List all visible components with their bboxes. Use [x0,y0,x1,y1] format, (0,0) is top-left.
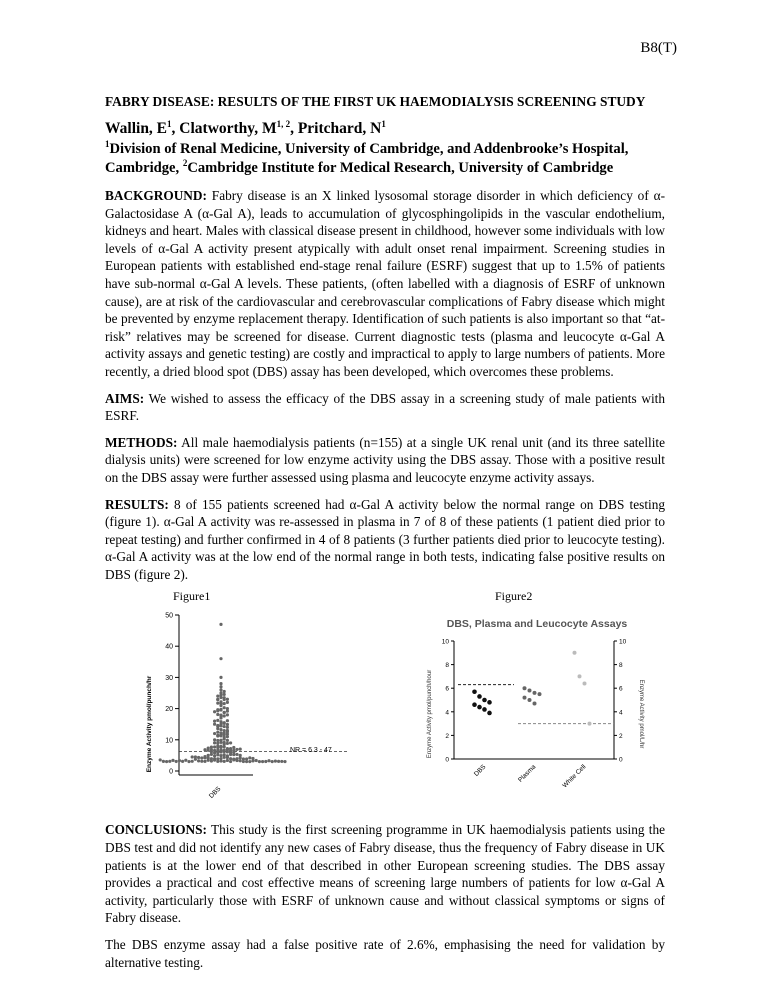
figure1-data-point [226,720,229,723]
figure1-data-point [226,751,229,754]
figure2-x-tick-label: White Cell [561,763,588,790]
figure1-data-point [219,745,222,748]
figure1-data-point [210,746,213,749]
figure1-data-point [219,735,222,738]
affiliations [105,140,665,178]
figure1-data-point [162,760,165,763]
figure1-data-point [219,704,222,707]
figure1-data-point [216,745,219,748]
figure1-data-point [226,739,229,742]
figure1-data-point [200,757,203,760]
figure1-data-point [248,757,251,760]
figure1-data-point [223,725,226,728]
figure1-data-point [165,761,168,764]
figure1-data-point [216,731,219,734]
figure1-data-point [223,754,226,757]
figure1-data-point [213,720,216,723]
section-heading: METHODS: [105,434,178,450]
aims-text: We wished to assess the efficacy of the DBS assay in a screening study of male patients with ESRF. [105,390,665,424]
figure2-caption: Figure2 [495,589,533,604]
figure1-data-point [239,754,242,757]
figure1-data-point [207,754,210,757]
figure1-data-point [191,760,194,763]
figure1-data-point [191,756,194,759]
figure1-data-point [210,758,213,761]
figure1-data-point [223,729,226,732]
figure1-data-point [216,751,219,754]
figure1-data-point [213,732,216,735]
author-separator: , [290,120,298,137]
figure1-caption: Figure1 [173,589,211,604]
figure1-data-point [226,723,229,726]
figure1-data-point [203,760,206,763]
figure1-data-point [226,726,229,729]
figure1-data-point [216,709,219,712]
figure1-data-point [219,689,222,692]
figure1-data-point [219,692,222,695]
figure1-data-point [226,707,229,710]
figure2-left-tick-label: 4 [445,709,449,717]
author-name: Pritchard, N [297,120,382,137]
figure2-right-tick-label: 2 [619,733,623,741]
figure1-data-point [203,756,206,759]
figure1-data-point [219,686,222,689]
figure1-data-point [229,758,232,761]
results-text: 8 of 155 patients screened had α-Gal A activity below the normal range on DBS testing (figure 1). α-Gal A activity was re-assessed in plasma in 7 of 8 of these patients (1 patient died prior to repeat testing) and further confirmed in 4 of 8 patients (3 further patients died prior to leucocyte testing). α-Gal A activity was at the low end of the normal range in both tests, indicating false positive results on DBS (figure 2). [105,496,665,582]
section-heading: AIMS: [105,390,145,406]
author-list [105,120,665,138]
figure1-data-point [197,760,200,763]
figure1-data-point [219,658,222,661]
figure1-y-axis-label: Enzyme Activity pmol/punch/hr [146,676,153,773]
figure1-data-point [203,749,206,752]
figure1-data-point [229,751,232,754]
figure1-data-point [213,758,216,761]
figure1-data-point [168,760,171,763]
figure1-x-tick-label: DBS [208,785,223,801]
figure2-left-tick-label: 6 [445,686,449,694]
figure2-data-point [477,695,482,700]
background-section [105,187,665,381]
figure1-dbs-scatter-chart [143,609,363,809]
figure1-data-point [261,760,264,763]
figure1-data-point [216,713,219,716]
affiliation-1: Division of Renal Medicine, University of Cambridge, and Addenbrooke’s Hospital, Cambridge, [105,141,629,176]
figure1-data-point [267,760,270,763]
figure1-data-point [213,711,216,714]
figure2-title: DBS, Plasma and Leucocyte Assays [446,618,628,631]
figure1-data-point [213,723,216,726]
figure1-data-point [216,735,219,738]
figure1-y-tick-label: 30 [165,675,173,683]
figure1-data-point [219,739,222,742]
figure2-data-point [523,687,527,691]
figure2-right-tick-label: 8 [619,662,623,670]
figure2-x-tick-label: DBS [473,763,488,779]
figure1-data-point [223,750,226,753]
figure2-left-tick-label: 10 [441,638,449,646]
figure1-data-point [213,739,216,742]
figure1-data-point [219,623,222,626]
figure1-reference-label: NR = 6.3 - 47 [290,747,332,755]
figure1-data-point [223,736,226,739]
figure2-right-tick-label: 4 [619,709,623,717]
author-affiliation-mark: 1, 2 [276,118,291,129]
figure1-data-point [235,748,238,751]
figure1-data-point [223,702,226,705]
figure1-data-point [219,757,222,760]
figure1-data-point [219,755,222,758]
figure2-data-point [588,722,592,726]
figure1-data-point [194,756,197,759]
figure2-data-point [538,693,542,697]
figure2-assays-scatter-chart [422,609,652,809]
figure1-data-point [197,756,200,759]
figure1-data-point [219,708,222,711]
figure2-data-point [573,651,577,655]
figure1-data-point [226,701,229,704]
figure1-data-point [184,759,187,762]
figure2-data-point [487,701,492,706]
figure1-data-point [226,714,229,717]
figure1-data-point [239,760,242,763]
figure1-data-point [219,717,222,720]
figure2-right-tick-label: 0 [619,756,623,764]
figure1-data-point [242,758,245,761]
figure1-data-point [181,760,184,763]
page-identifier: B8(T) [640,40,677,56]
figure2-data-point [472,690,477,695]
author-name: Wallin, E [105,120,168,137]
figure2-right-tick-label: 10 [619,638,627,646]
figure1-data-point [216,698,219,701]
figure1-y-tick-label: 0 [169,768,173,776]
figure1-y-tick-label: 50 [165,612,173,620]
figure1-data-point [226,759,229,762]
figure1-data-point [219,732,222,735]
figure1-data-point [251,757,254,760]
figure1-data-point [216,719,219,722]
figure1-data-point [219,683,222,686]
figure1-data-point [239,748,242,751]
author-affiliation-mark: 1 [167,118,172,129]
figure2-left-tick-label: 2 [445,733,449,741]
figure1-y-tick-label: 10 [165,737,173,745]
figure2-data-point [583,682,587,686]
figure1-data-point [274,760,277,763]
figure1-data-point [223,707,226,710]
figure1-data-point [232,758,235,761]
figure1-data-point [235,758,238,761]
figure1-data-point [223,722,226,725]
figure2-data-point [482,708,487,713]
figure1-data-point [171,759,174,762]
author-affiliation-mark: 1 [381,118,386,129]
figure1-data-point [187,760,190,763]
figure2-data-point [482,698,487,703]
figure2-data-point [528,689,532,693]
figure1-data-point [235,753,238,756]
figure1-data-point [219,725,222,728]
abstract [105,93,665,971]
figure1-data-point [271,761,274,764]
section-heading: RESULTS: [105,496,169,512]
figure1-data-point [232,746,235,749]
author-separator: , [171,120,180,137]
aims-section [105,390,665,425]
final-statement: The DBS enzyme assay had a false positive rate of 2.6%, emphasising the need for validation by alternative testing. [105,937,665,970]
figure2-y-axis-label: Enzyme Activity pmol/punch/hour [427,670,433,759]
section-heading: BACKGROUND: [105,188,207,203]
figure2-left-tick-label: 0 [445,756,449,764]
figure1-data-point [216,739,219,742]
figure1-data-point [232,751,235,754]
affiliation-mark: 1 [105,139,110,150]
affiliation-2: Cambridge Institute for Medical Research, University of Cambridge [187,160,614,176]
figure1-data-point [248,761,251,764]
figure1-data-point [223,760,226,763]
figure2-data-point [523,696,527,700]
figure1-data-point [223,690,226,693]
figure1-data-point [216,702,219,705]
figure1-data-point [229,748,232,751]
figure1-data-point [277,760,280,763]
figure1-data-point [226,698,229,701]
background-text: Fabry disease is an X linked lysosomal storage disorder in which deficiency of α-Galactosidase A (α-Gal A), leads to accumulation of glycosphingolipids in the vascular endothelium, kidneys and heart. Males with classical disease present in childhood, however some individuals with low levels of α-Gal A activity present atypically with adult onset renal impairment. Screening studies in European patients with established end-stage renal failure (ESRF) suggest that up to 1.5% of patients have sub-normal α-Gal A levels. These patients, (often labelled with a diagnosis of ESRF of unknown cause), are at risk of the cardiovascular and cerebrovascular complications of Fabry disease which might be prevented by enzyme replacement therapy. Identification of such patients is also important so that “at-risk” relatives may be screened for disease. Current diagnostic tests (plasma and leucocyte α-Gal A activity assays and genetic testing) are costly and impractical to apply to large numbers of patients. More recently, a dried blood spot (DBS) assay has been developed, which overcomes these problems. [105,188,665,379]
figure2-data-point [528,698,532,702]
figure1-data-point [280,760,283,763]
figure2-data-point [578,675,582,679]
affiliation-mark: 2 [182,158,188,169]
figure2-y2-axis-label: Enzyme Activity pmol/L/hr [638,680,644,749]
figure1-data-point [159,759,162,762]
figure1-data-point [258,760,261,763]
abstract-title: FABRY DISEASE: RESULTS OF THE FIRST UK HAEMODIALYSIS SCREENING STUDY [105,94,646,109]
figure1-data-point [223,715,226,718]
figure1-data-point [245,758,248,761]
figure1-data-point [213,752,216,755]
figure2-right-tick-label: 6 [619,686,623,694]
figure2-data-point [533,702,537,706]
figure1-data-point [216,695,219,698]
figure2-x-tick-label: Plasma [517,763,538,785]
figure2-left-tick-label: 8 [445,662,449,670]
figure1-data-point [264,760,267,763]
author-name: Clatworthy, M [179,120,277,137]
section-heading: CONCLUSIONS: [105,822,207,838]
figure1-data-point [213,742,216,745]
figure2-data-point [472,703,477,708]
figure1-data-point [255,759,258,762]
figure1-data-point [223,743,226,746]
figure1-data-point [213,755,216,758]
figure1-data-point [229,760,232,763]
figure2-data-point [487,711,492,716]
figure1-data-point [219,751,222,754]
figure1-data-point [210,751,213,754]
figure1-data-point [219,676,222,679]
figure1-data-point [223,697,226,700]
figure1-y-tick-label: 40 [165,644,173,652]
conclusions-section [105,821,665,927]
figure1-data-point [213,746,216,749]
figure1-data-point [226,742,229,745]
figure1-data-point [216,727,219,730]
figure1-data-point [226,729,229,732]
conclusions-text: This study is the first screening programme in UK haemodialysis patients using the DBS test and did not identify any new cases of Fabry disease, thus the frequency of Fabry disease in UK patients is at the lower end of that described in other European screening studies. The DBS assay provides a practical and cost effective means of screening large numbers of patients for low α-Gal A activity, particularly those with ESRF of unknown cause and without classical symptoms or signs of Fabry disease. [105,822,665,926]
figure1-data-point [178,760,181,763]
figure1-data-point [175,760,178,763]
results-section [105,496,665,584]
figure1-y-tick-label: 20 [165,706,173,714]
figure1-data-point [226,755,229,758]
methods-section [105,434,665,487]
methods-text: All male haemodialysis patients (n=155) at a single UK renal unit (and its three satellite dialysis units) were screened for low enzyme activity using the DBS assay. Those with a positive result on the DBS assay were further assessed using plasma and leucocyte enzyme activity assays. [105,434,666,485]
figures-row [105,589,665,811]
figure1-data-point [223,711,226,714]
figure1-data-point [216,758,219,761]
figure2-data-point [533,691,537,695]
figure1-data-point [200,760,203,763]
figure1-data-point [207,747,210,750]
figure2-data-point [477,705,482,710]
figure1-data-point [229,742,232,745]
figure1-data-point [219,728,222,731]
figure1-data-point [223,693,226,696]
figure1-data-point [283,760,286,763]
figure1-data-point [226,736,229,739]
